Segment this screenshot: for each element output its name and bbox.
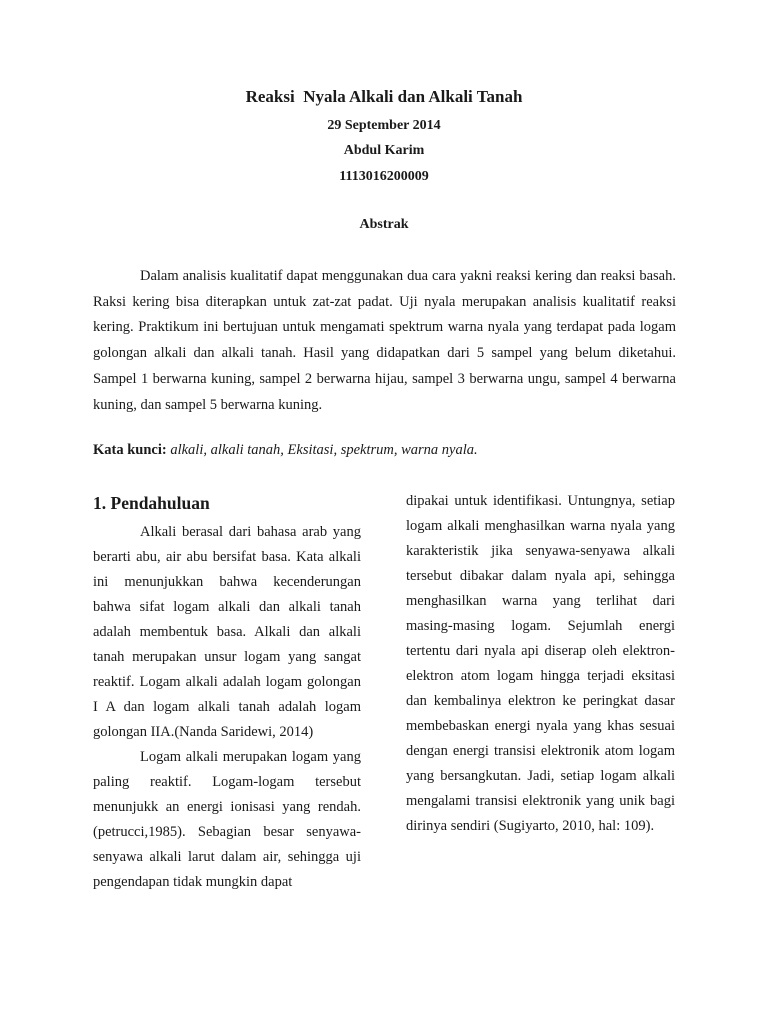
keywords-line — [93, 442, 683, 459]
abstract-heading: Abstrak — [359, 217, 409, 232]
left-column — [93, 520, 361, 895]
student-id: 1113016200009 — [339, 169, 429, 184]
section-heading-introduction: 1. Pendahuluan — [93, 493, 210, 513]
author-name: Abdul Karim — [343, 143, 425, 158]
paper-title: Reaksi Nyala Alkali dan Alkali Tanah — [245, 87, 523, 106]
keywords-values: alkali, alkali tanah, Eksitasi, spektrum, warna nyala. — [170, 442, 478, 458]
intro-paragraph: Alkali berasal dari bahasa arab yang berarti abu, air abu bersifat basa. Kata alkali ini menunjukkan bahwa kecenderungan bahwa sifat logam alkali dan alkali tanah adalah membentuk basa. Alkali dan alkali tanah merupakan unsur logam yang sangat reaktif. Logam alkali adalah logam golongan I A dan logam alkali tanah adalah logam golongan IIA.(Nanda Saridewi, 2014) — [93, 524, 361, 740]
abstract-text: Dalam analisis kualitatif dapat menggunakan dua cara yakni reaksi kering dan reaksi basah. Raksi kering bisa diterapkan untuk zat-zat padat. Uji nyala merupakan analisis kualitatif reaksi kering. Praktikum ini bertujuan untuk mengamati spektrum warna nyala yang terdapat pada logam golongan alkali dan alkali tanah. Hasil yang didapatkan dari 5 sampel yang belum diketahui. Sampel 1 berwarna kuning, sampel 2 berwarna hijau, sampel 3 berwarna ungu, sampel 4 berwarna kuning, dan sampel 5 berwarna kuning. — [93, 268, 676, 413]
intro-paragraph-continued: dipakai untuk identifikasi. Untungnya, setiap logam alkali menghasilkan warna nyala yang karakteristik jika senyawa-senyawa alkali tersebut dibakar dalam nyala api, sehingga menghasilkan warna yang terlihat dari masing-masing logam. Sejumlah energi tertentu dari nyala api diserap oleh elektron-elektron atom logam hingga terjadi eksitasi dan kembalinya elektron ke peringkat dasar membebaskan energi nyala yang khas sesuai dengan energi transisi elektronik atom logam yang bersangkutan. Jadi, setiap logam alkali mengalami transisi elektronik yang unik bagi dirinya sendiri (Sugiyarto, 2010, hal: 109). — [406, 493, 675, 834]
keywords-label: Kata kunci: — [93, 442, 167, 458]
paper-date: 29 September 2014 — [327, 118, 441, 133]
intro-paragraph: Logam alkali merupakan logam yang paling reaktif. Logam-logam tersebut menunjukk an energi ionisasi yang rendah. (petrucci,1985). Sebagian besar senyawa-senyawa alkali larut dalam air, sehingga uji pengendapan tidak mungkin dapat — [93, 749, 361, 890]
right-column — [406, 489, 675, 839]
